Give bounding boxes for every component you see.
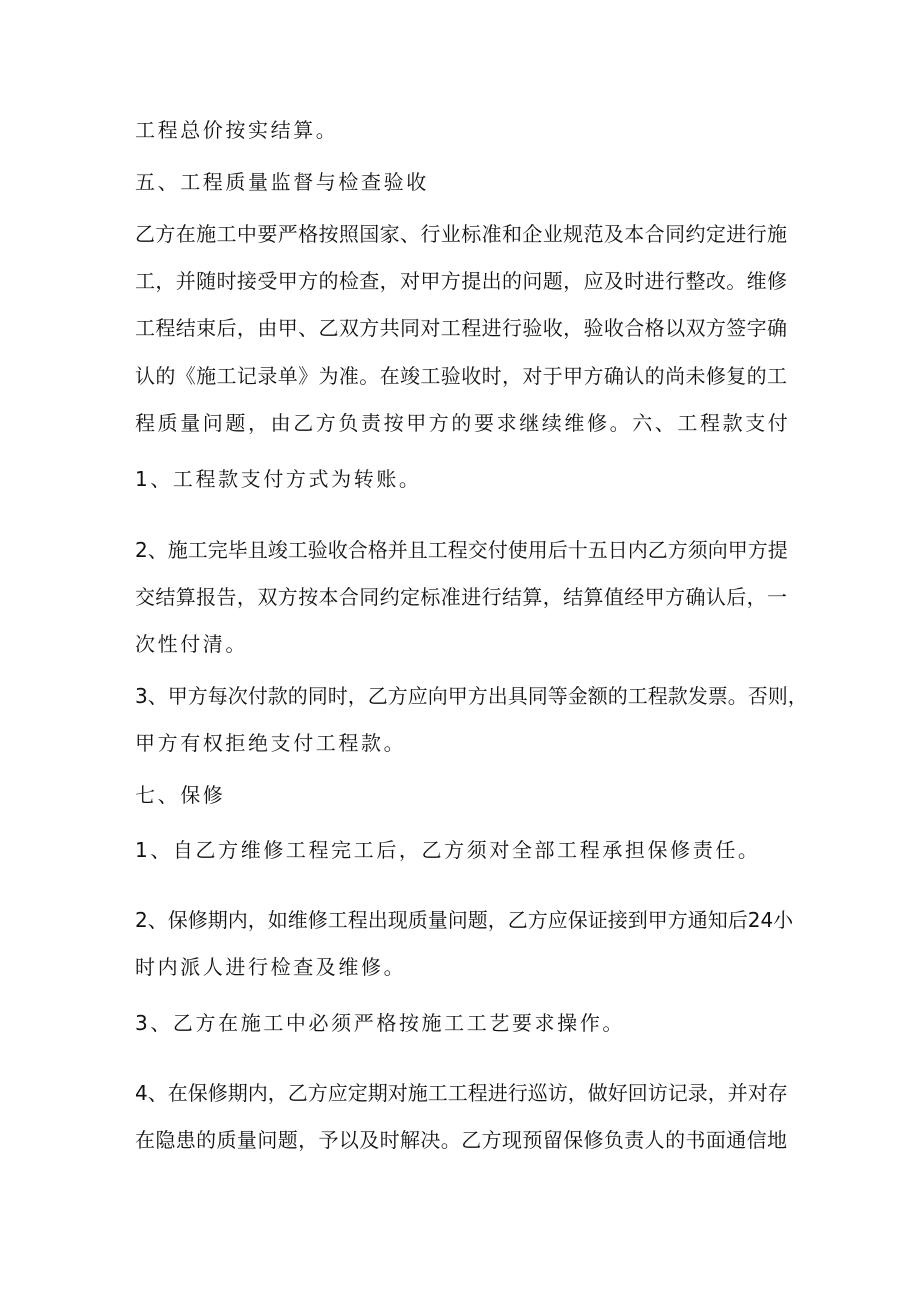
section-heading-quality: 五、工程质量监督与检查验收 [135, 170, 429, 194]
payment-item-1: 1、工程款支付方式为转账。 [135, 467, 422, 491]
warranty-item-4-line-1: 4、在保修期内，乙方应定期对施工工程进行巡访，做好回访记录，并对存 [135, 1081, 788, 1105]
payment-item-2-line-3: 次性付清。 [135, 632, 248, 656]
warranty-item-2-line-2: 时内派人进行检查及维修。 [135, 955, 407, 979]
payment-item-3-line-1: 3、甲方每次付款的同时，乙方应向甲方出具同等金额的工程款发票。否则， [135, 684, 808, 708]
warranty-item-3: 3、乙方在施工中必须严格按施工工艺要求操作。 [135, 1011, 625, 1035]
text-line-6: 认的《施工记录单》为准。在竣工验收时，对于甲方确认的尚未修复的工 [135, 364, 787, 388]
payment-item-2-line-1: 2、施工完毕且竣工验收合格并且工程交付使用后十五日内乙方须向甲方提 [135, 538, 788, 562]
text-line-4: 工，并随时接受甲方的检查，对甲方提出的问题，应及时进行整改。维修 [135, 269, 787, 293]
warranty-item-2-line-1: 2、保修期内，如维修工程出现质量问题，乙方应保证接到甲方通知后24小 [135, 908, 794, 932]
warranty-item-4-line-2: 在隐患的质量问题，予以及时解决。乙方现预留保修负责人的书面通信地 [135, 1128, 787, 1152]
text-line-7: 程质量问题，由乙方负责按甲方的要求继续维修。六、工程款支付 [135, 411, 791, 435]
warranty-item-1: 1、自乙方维修工程完工后，乙方须对全部工程承担保修责任。 [135, 838, 761, 862]
text-line-1: 工程总价按实结算。 [135, 118, 339, 142]
payment-item-2-line-2: 交结算报告，双方按本合同约定标准进行结算，结算值经甲方确认后，一 [135, 585, 787, 609]
text-line-5: 工程结束后，由甲、乙双方共同对工程进行验收，验收合格以双方签字确 [135, 316, 787, 340]
text-line-3: 乙方在施工中要严格按照国家、行业标准和企业规范及本合同约定进行施 [135, 222, 787, 246]
payment-item-3-line-2: 甲方有权拒绝支付工程款。 [135, 731, 407, 755]
section-heading-warranty: 七、保修 [135, 783, 226, 807]
